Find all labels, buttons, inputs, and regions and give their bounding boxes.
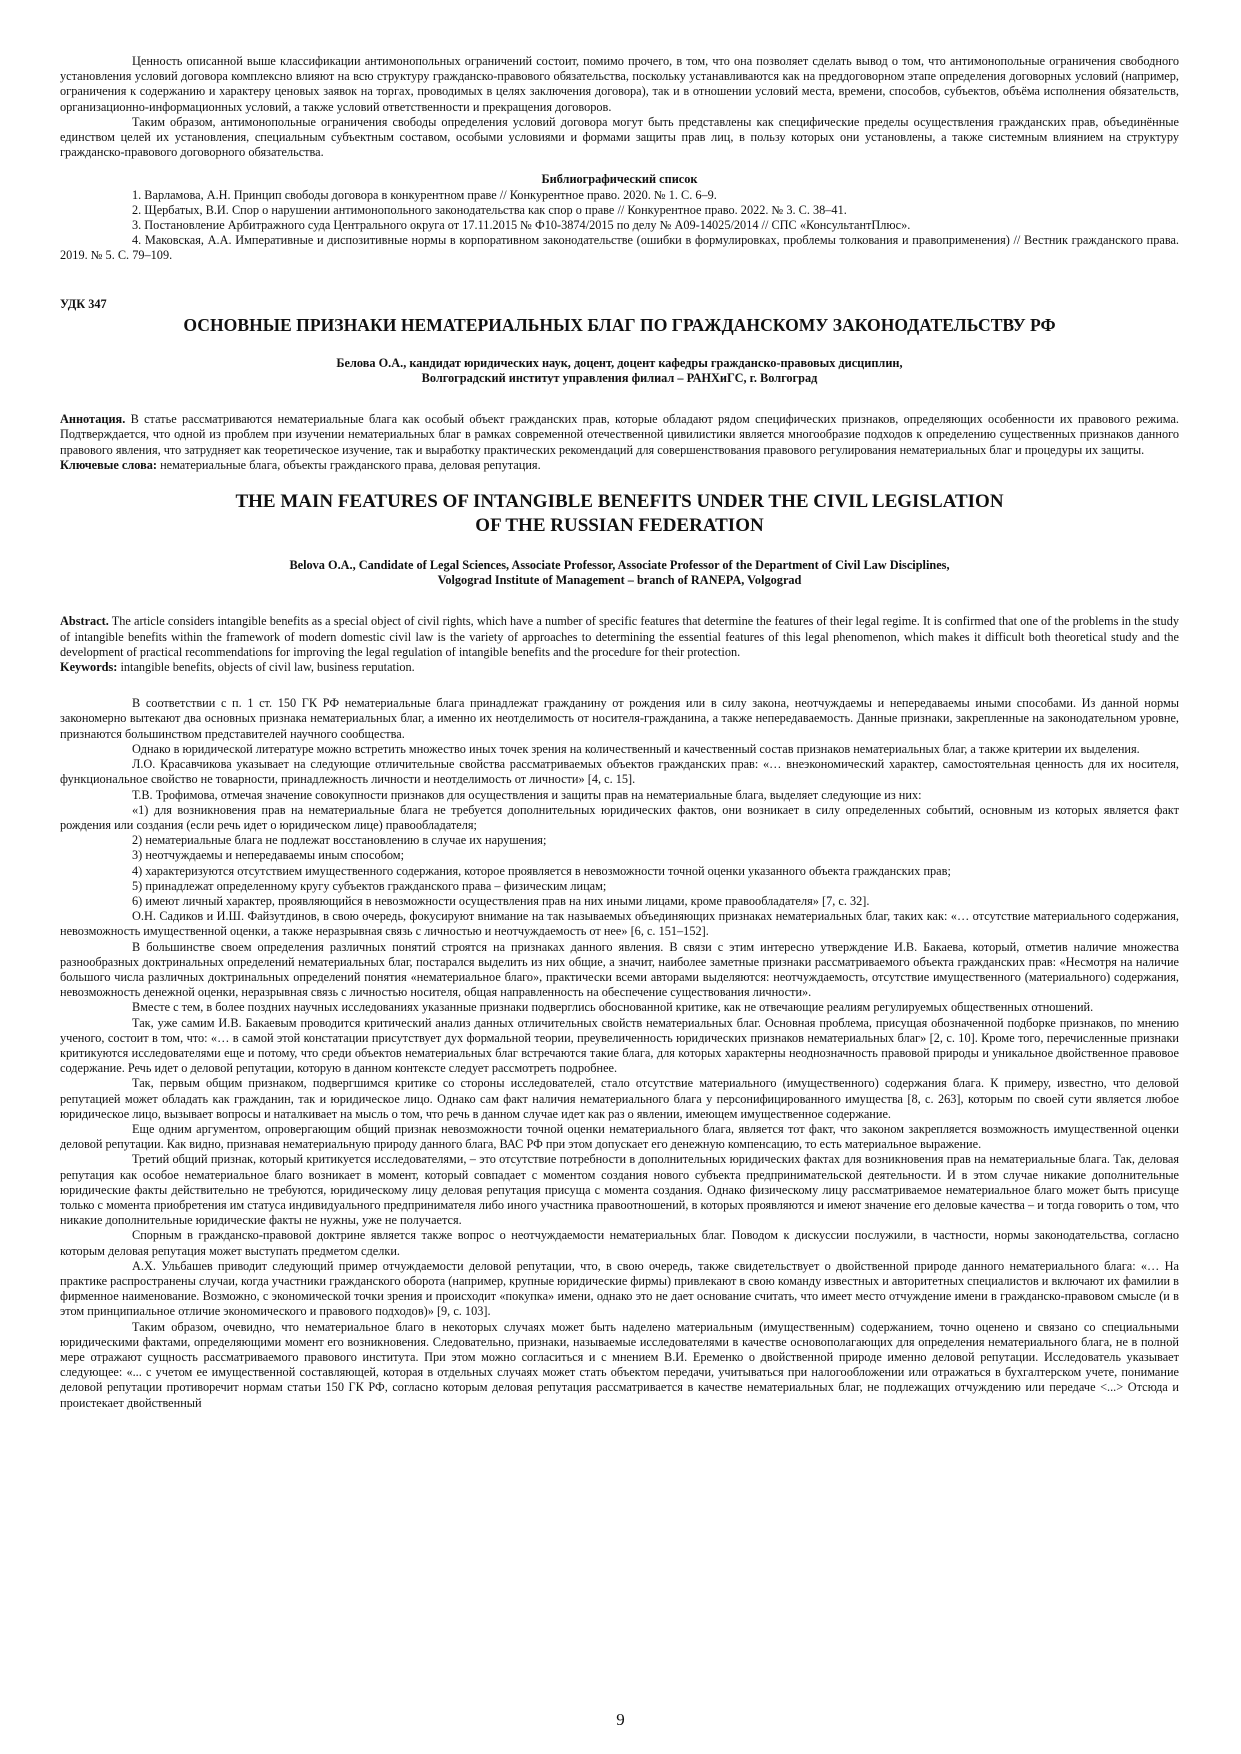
body-paragraph: 2) нематериальные блага не подлежат восстановлению в случае их нарушения; xyxy=(132,833,547,848)
bibliography-item: 2. Щербатых, В.И. Спор о нарушении антимонопольного законодательства как спор о праве // Конкурентное право. 2022. № 3. С. 38–41. xyxy=(132,202,847,217)
body-paragraph: 6) имеют личный характер, проявляющийся в невозможности осуществления прав на них иными лицами, кроме правообладателя» [7, с. 32]. xyxy=(132,893,870,908)
authors-en-line: Belova O.A., Candidate of Legal Sciences, Associate Professor, Associate Professor of the Department of Civil Law Disciplines, xyxy=(289,558,950,573)
bibliography-item: 4. Маковская, А.А. Императивные и диспозитивные нормы в корпоративном законодательстве (ошибки в формулировках, проблемы толкования и правоприменения) // Вестник гражданского права. 2019. № 5. С. 79–109. xyxy=(60,233,1179,263)
body-paragraph: Еще одним аргументом, опровергающим общий признак невозможности точной оценки нематериального блага, является тот факт, что законом закрепляется возможность имущественной оценки деловой репутации. Как видно, признавая нематериальную природу данного блага, ВАС РФ при этом допускает его денежную компенсацию, то есть материальное выражение. xyxy=(60,1121,1179,1152)
title-en-line: OF THE RUSSIAN FEDERATION xyxy=(475,515,764,537)
annotation-text: В статье рассматриваются нематериальные блага как особый объект гражданских прав, которые обладают рядом специфических признаков, определяющих особенности их правового режима. Подтверждается, что одной из проблем при изучении нематериальных благ в рамках современной отечественной цивилистики является многообразие подходов к определению существенных признаков данного правового явления, что затрудняет как теоретическое изучение, так и выработку практических рекомендаций для совершенствования правового регулирования нематериальных благ и процедуры их защиты. xyxy=(60,412,1179,457)
bibliography-item: 3. Постановление Арбитражного суда Центрального округа от 17.11.2015 № Ф10-3874/2015 по делу № А09-14025/2014 // СПС «КонсультантПлюс». xyxy=(132,218,911,233)
body-paragraph: «1) для возникновения прав на нематериальные блага не требуется дополнительных юридических фактов, они возникает в силу определенных событий, основным из которых является факт рождения или создания (если речь идет о юридическом лице) правообладателя; xyxy=(60,802,1179,832)
body-paragraph: 4) характеризуются отсутствием имущественного содержания, которое проявляется в невозможности точной оценки указанного объекта гражданских прав; xyxy=(132,863,951,878)
abstract xyxy=(60,614,1179,675)
body-paragraph: 3) неотчуждаемы и непередаваемы иным способом; xyxy=(132,848,404,863)
authors-ru xyxy=(60,356,1179,386)
body-paragraph: В соответствии с п. 1 ст. 150 ГК РФ нематериальные блага принадлежат гражданину от рождения или в силу закона, неотчуждаемы и непередаваемы иными способами. Из данной нормы закономерно вытекают два основных признака нематериальных благ, а именно их неотделимость от носителя-гражданина, а также непередаваемость. Данные признаки, закрепленные на законодательном уровне, признаются большинством представителей научного сообщества. xyxy=(60,696,1179,741)
body-paragraph: Так, уже самим И.В. Бакаевым проводится критический анализ данных отличительных свойств нематериальных благ. Основная проблема, присущая обозначенной подборке признаков, по мнению ученого, состоит в том, что: «… в самой этой констатации присутствует дух формальной теории, преувеличенность юридических признаков нематериальных благ» [2, с. 10]. Кроме того, перечисленные признаки критикуются исследователями еще и потому, что среди объектов нематериальных благ встречаются такие блага, для которых характерны неоднозначность правовой природы и уникальное двойственное правовое содержание. Речь идет о деловой репутации, которую в данном контексте следует рассмотреть подробнее. xyxy=(60,1015,1179,1076)
keywords-text: нематериальные блага, объекты гражданского права, деловая репутация. xyxy=(157,457,541,472)
authors-en xyxy=(60,558,1179,588)
page-number: 9 xyxy=(616,1710,625,1729)
body-paragraph: Вместе с тем, в более поздних научных исследованиях указанные признаки подверглись обоснованной критике, как не отвечающие реалиям регулируемых общественных отношений. xyxy=(132,1000,1094,1015)
annotation-label: Аннотация. xyxy=(60,412,126,427)
body-paragraph: А.Х. Ульбашев приводит следующий пример отчуждаемости деловой репутации, что, в свою очередь, также свидетельствует о двойственной природе данного нематериального блага: «… На практике распространены случаи, когда участники гражданского оборота (например, крупные юридические фирмы) привлекают в свою команду известных и авторитетных специалистов и включают их фамилии в фирменное наименование. Возможно, с экономической точки зрения и происходит «покупка» имени, однако это не дает основание считать, что имеет место отчуждение имени в гражданско-правовом смысле (и в этом принципиальное отличие экономического и правового подходов)» [9, с. 103]. xyxy=(60,1258,1179,1319)
annotation-paragraph xyxy=(60,412,1179,458)
body-paragraph: Таким образом, очевидно, что нематериальное благо в некоторых случаях может быть наделено материальным (имущественным) содержанием, точно оценено и связано со специальными юридическими фактами, определяющими момент его возникновения. Следовательно, признаки, называемые исследователями в качестве основополагающих для определения нематериального блага, не в полной мере отражают сущность рассматриваемого правового института. При этом можно согласиться и с мнением В.И. Еременко о двойственной природе именно деловой репутации. Исследователь указывает следующее: «... с учетом ее имущественной составляющей, которая в отдельных случаях может стать объектом передачи, учитываться при налогообложении или отражаться в бухгалтерском учете, понимание деловой репутации противоречит нормам статьи 150 ГК РФ, согласно которым деловая репутация рассматривается в качестве нематериальных благ, не подлежащих отчуждению или передаче <...> Отсюда и проистекает двойственный xyxy=(60,1319,1179,1410)
keywords-en-text: intangible benefits, objects of civil law, business reputation. xyxy=(117,660,415,675)
body-paragraph: 5) принадлежат определенному кругу субъектов гражданского права – физическим лицам; xyxy=(132,878,607,893)
bibliography xyxy=(60,172,1179,263)
paragraph: Таким образом, антимонопольные ограничения свободы определения условий договора могут быть представлены как специфические пределы осуществления гражданских прав, объединённые единством целей их установления, специальным субъектным составом, особыми условиями и формами защиты прав лиц, в пользу которых они установлены, а также системным влиянием на структуру гражданско-правового договорного обязательства. xyxy=(60,114,1179,160)
keywords-en-paragraph xyxy=(60,660,1179,675)
body-paragraph: Л.О. Красавчикова указывает на следующие отличительные свойства рассматриваемых объектов гражданских прав: «… внеэкономический характер, самостоятельная ценность для их носителя, функциональное свойство не товарности, принадлежность личности и неотделимость от личности» [4, с. 15]. xyxy=(60,757,1179,787)
authors-ru-line: Белова О.А., кандидат юридических наук, доцент, доцент кафедры гражданско-правовых дисциплин, xyxy=(336,355,903,370)
article-body xyxy=(60,696,1179,1411)
body-paragraph: Однако в юридической литературе можно встретить множество иных точек зрения на количественный и качественный состав признаков нематериальных благ, а также критерии их выделения. xyxy=(132,741,1140,756)
body-paragraph: О.Н. Садиков и И.Ш. Файзутдинов, в свою очередь, фокусируют внимание на так называемых объединяющих признаках нематериальных благ, таких как: «… отсутствие материального содержания, невозможность имущественной оценки, а также неразрывная связь с личностью и неотчуждаемость от нее» [6, с. 151–152]. xyxy=(60,909,1179,939)
top-section xyxy=(60,54,1179,160)
title-en-line: THE MAIN FEATURES OF INTANGIBLE BENEFITS UNDER THE CIVIL LEGISLATION xyxy=(235,491,1004,513)
body-paragraph: Так, первым общим признаком, подвергшимся критике со стороны исследователей, стало отсутствие материального (имущественного) содержания блага. К примеру, известно, что деловой репутацией может обладать как гражданин, так и юридическое лицо. Однако сам факт наличия нематериального блага у персонифицированного имущества [8, с. 263], которым по своей сути является любое юридическое лицо, вызывает вопросы и наталкивает на мысль о том, что речь в данном случае идет как раз о явлении, имеющем имущественное содержание. xyxy=(60,1076,1179,1121)
body-paragraph: Т.В. Трофимова, отмечая значение совокупности признаков для осуществления и защиты прав на нематериальные блага, выделяет следующие из них: xyxy=(132,787,922,802)
udk-code: УДК 347 xyxy=(60,296,107,311)
authors-ru-line: Волгоградский институт управления филиал – РАНХиГС, г. Волгоград xyxy=(421,371,818,386)
keywords-label: Ключевые слова: xyxy=(60,457,157,472)
body-paragraph: Третий общий признак, который критикуется исследователями, – это отсутствие потребности в дополнительных юридических фактах для возникновения прав на нематериальные блага. Так, деловая репутация как особое нематериальное благо возникает в момент, который совпадает с моментом создания нового субъекта предпринимательской деятельности. И в этом случае никакие дополнительные юридические факты действительно не требуются, юридическому лицу деловая репутация присуща с момента создания. Однако физическому лицу рассматриваемое нематериальное благо может быть присуще только с момента приобретения им статуса индивидуального предпринимателя либо иного участника правоотношений, в которых проявляются и имеют значение его деловые качества – и тогда говорить о том, что никакие дополнительные юридические факты не нужны, уже не получается. xyxy=(60,1152,1179,1228)
body-paragraph: Спорным в гражданско-правовой доктрине является также вопрос о неотчуждаемости нематериальных благ. Поводом к дискуссии послужили, в частности, нормы законодательства, согласно которым деловая репутация может выступать предметом сделки. xyxy=(60,1228,1179,1258)
paragraph: Ценность описанной выше классификации антимонопольных ограничений состоит, помимо прочего, в том, что она позволяет сделать вывод о том, что антимонопольные ограничения свободного установления условий договора комплексно влияют на всю структуру гражданско-правового обязательства, поскольку устанавливаются как на преддоговорном этапе определения договорных условий (например, ограничения к содержанию и характеру ценовых заявок на торгах, проводимых в целях заключения договора), так и в отношении условий места, времени, способов, субъектов, объёма исполнения обязательств, организационно-информационных условий, а также условий ответственности и прекращения договоров. xyxy=(60,54,1179,114)
body-paragraph: В большинстве своем определения различных понятий строятся на признаках данного явления. В связи с этим интересно утверждение И.В. Бакаева, который, отметив наличие множества разнообразных доктринальных определений нематериальных благ, постарался выделить из них общие, а значит, наиболее заметные признаки рассматриваемого объекта гражданских прав: «Несмотря на наличие большого числа различных доктринальных определений понятия «нематериальное благо», практически всеми авторами выделяются: неотчуждаемость, отсутствие имущественного (материального) содержания, невозможность денежной оценки, неразрывная связь с личностью носителя, общая направленность на обеспечение существования личности». xyxy=(60,939,1179,1000)
keywords-en-label: Keywords: xyxy=(60,660,118,675)
bibliography-item: 1. Варламова, А.Н. Принцип свободы договора в конкурентном праве // Конкурентное право. 2020. № 1. С. 6–9. xyxy=(132,187,717,202)
authors-en-line: Volgograd Institute of Management – branch of RANEPA, Volgograd xyxy=(437,573,802,588)
bibliography-title: Библиографический список xyxy=(541,172,698,187)
abstract-paragraph xyxy=(60,614,1179,660)
keywords-paragraph xyxy=(60,458,1179,473)
annotation xyxy=(60,412,1179,473)
abstract-label: Abstract. xyxy=(60,614,109,629)
article-title-en xyxy=(60,490,1179,538)
article-title-ru: ОСНОВНЫЕ ПРИЗНАКИ НЕМАТЕРИАЛЬНЫХ БЛАГ ПО ГРАЖДАНСКОМУ ЗАКОНОДАТЕЛЬСТВУ РФ xyxy=(183,314,1056,335)
abstract-text: The article considers intangible benefits as a special object of civil rights, which have a number of specific features that determine the features of their legal regime. It is confirmed that one of the problems in the study of intangible benefits within the framework of modern domestic civil law is the variety of approaches to determining the essential features of this legal phenomenon, which makes it difficult both theoretical study and the development of practical recommendations for improving the legal regulation of intangible benefits and the procedure for their protection. xyxy=(60,614,1179,659)
